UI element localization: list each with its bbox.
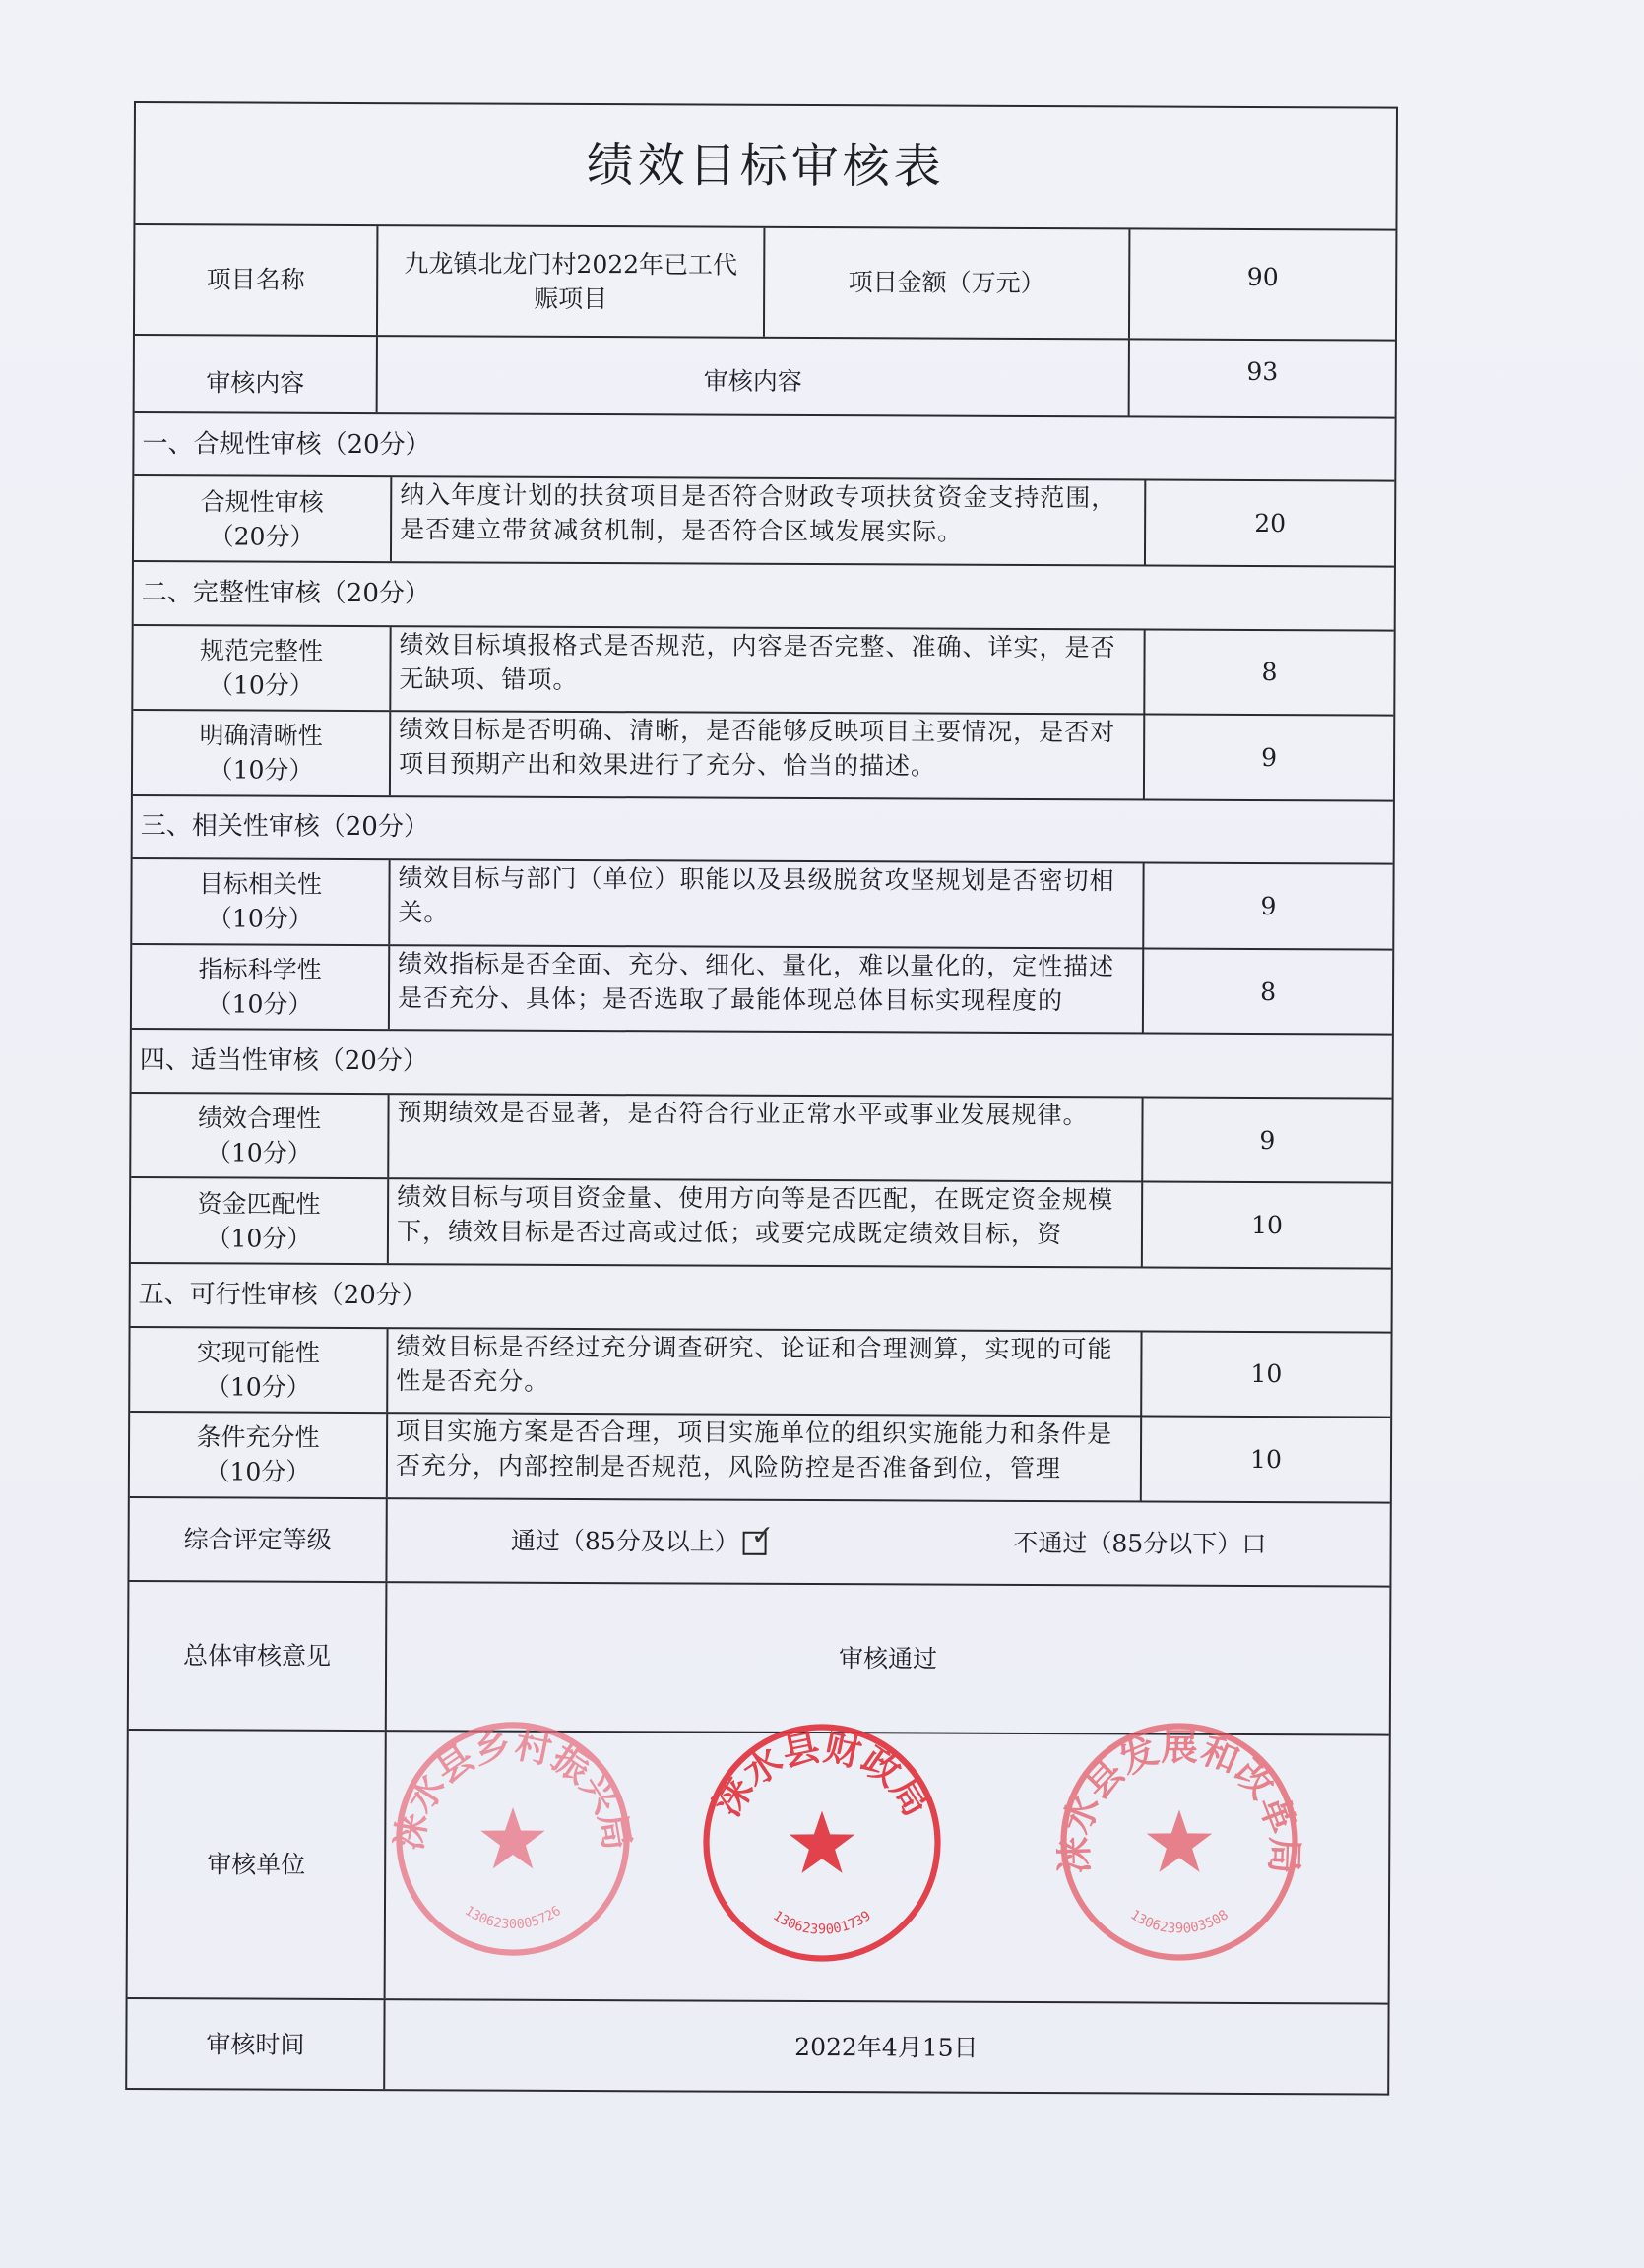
- seal-finance-bureau: [699, 1720, 945, 1966]
- criterion-points: （10分）: [207, 904, 313, 934]
- seal-star-icon: [1147, 1810, 1213, 1872]
- seal-graphic: [1056, 1719, 1302, 1965]
- criterion-description: 绩效目标与项目资金量、使用方向等是否匹配，在既定资金规模下，绩效目标是否过高或过低；或要完成既定绩效目标，资: [389, 1180, 1143, 1267]
- criterion-score: 9: [1259, 1125, 1276, 1155]
- section-heading: 三、相关性审核（20分）: [140, 811, 429, 843]
- criterion-name-cell: [132, 945, 390, 1030]
- page-title: 绩效目标审核表: [586, 137, 945, 195]
- criterion-score: 10: [1250, 1359, 1283, 1389]
- opinion-label: 总体审核意见: [129, 1582, 388, 1730]
- pass-checkbox[interactable]: [743, 1519, 775, 1555]
- criterion-row: [130, 1328, 1390, 1418]
- criterion-description: 绩效目标是否明确、清晰，是否能够反映项目主要情况，是否对项目预期产出和效果进行了充分、恰当的描述。: [391, 712, 1145, 798]
- criterion-description: 项目实施方案是否合理，项目实施单位的组织实施能力和条件是否充分，内部控制是否规范，风险防控是否准备到位，管理: [388, 1414, 1142, 1500]
- criterion-name: 指标科学性: [198, 955, 322, 984]
- pass-option-label: 通过（85分及以上）: [510, 1526, 739, 1556]
- seal-code: 1306239001739: [770, 1908, 874, 1938]
- criterion-description: 预期绩效是否显著，是否符合行业正常水平或事业发展规律。: [389, 1095, 1143, 1181]
- seal-graphic: [392, 1718, 634, 1960]
- criterion-points: （10分）: [207, 989, 313, 1019]
- criterion-name-cell: [134, 476, 392, 561]
- seal-star-icon: [790, 1811, 855, 1873]
- criterion-score: 20: [1254, 509, 1287, 538]
- section-heading-row: [134, 562, 1394, 631]
- opinion-row: [129, 1582, 1390, 1736]
- rating-options: [387, 1499, 1389, 1586]
- criterion-points: （10分）: [208, 755, 314, 786]
- date-label: 审核时间: [127, 1999, 385, 2089]
- criterion-name: 实现可能性: [196, 1338, 321, 1367]
- rating-label: 综合评定等级: [129, 1498, 387, 1582]
- review-content-label: 审核内容: [378, 337, 1130, 416]
- date-value: 2022年4月15日: [794, 2032, 979, 2062]
- criterion-name: 规范完整性: [199, 636, 324, 665]
- criterion-points: （10分）: [206, 1138, 312, 1167]
- seal-graphic: [699, 1720, 945, 1966]
- criterion-name: 合规性审核: [200, 486, 324, 517]
- unit-label: 审核单位: [128, 1731, 387, 1998]
- criterion-name: 明确清晰性: [199, 721, 323, 751]
- seal-text: 涞水县发展和改革局: [1056, 1725, 1302, 1875]
- criterion-description: 绩效目标填报格式是否规范，内容是否完整、准确、详实，是否无缺项、错项。: [391, 627, 1145, 714]
- criterion-score: 9: [1260, 891, 1277, 921]
- criterion-score: 8: [1260, 976, 1277, 1006]
- criterion-name-cell: [131, 1178, 389, 1263]
- criterion-points: （20分）: [209, 522, 315, 551]
- section-heading-row: [133, 796, 1393, 865]
- seal-text: 涞水县财政局: [705, 1725, 939, 1824]
- opinion-value: 审核通过: [839, 1644, 938, 1673]
- criterion-name-cell: [132, 859, 390, 944]
- criterion-points: （10分）: [206, 1224, 312, 1253]
- criterion-name: 资金匹配性: [197, 1188, 321, 1219]
- section-heading: 五、可行性审核（20分）: [138, 1279, 427, 1311]
- criterion-name: 绩效合理性: [197, 1103, 322, 1133]
- criterion-row: [131, 1178, 1391, 1269]
- project-row: [135, 225, 1395, 341]
- criterion-score: 8: [1261, 658, 1278, 687]
- criterion-description: 绩效指标是否全面、充分、细化、量化，难以量化的，定性描述是否充分、具体；是否选取了最能体现总体目标实现程度的: [390, 946, 1144, 1033]
- criterion-row: [130, 1413, 1390, 1503]
- criterion-row: [133, 626, 1393, 717]
- section-heading: 二、完整性审核（20分）: [141, 577, 430, 609]
- seal-star-icon: [480, 1807, 544, 1868]
- section-heading-row: [134, 413, 1394, 482]
- criterion-name-cell: [130, 1328, 388, 1413]
- seal-code: 1306230005726: [462, 1903, 564, 1933]
- criterion-score: 10: [1250, 1444, 1282, 1474]
- project-amount-label: 项目金额（万元）: [765, 228, 1130, 338]
- criterion-description: 绩效目标与部门（单位）职能以及县级脱贫攻坚规划是否密切相关。: [390, 860, 1144, 947]
- fail-option-label: 不通过（85分以下）: [1013, 1528, 1242, 1558]
- fail-option[interactable]: [1013, 1526, 1266, 1561]
- criterion-name-cell: [131, 1094, 389, 1178]
- criterion-row: [132, 945, 1392, 1036]
- section-heading: 一、合规性审核（20分）: [142, 428, 431, 460]
- project-name-label: 项目名称: [135, 225, 378, 335]
- criterion-description: 纳入年度计划的扶贫项目是否符合财政专项扶贫资金支持范围，是否建立带贫减贫机制，是否符合区域发展实际。: [392, 478, 1146, 565]
- pass-option[interactable]: [510, 1519, 775, 1559]
- criterion-row: [131, 1094, 1391, 1184]
- seal-text: 涞水县乡村振兴局: [392, 1723, 634, 1854]
- criterion-name: 目标相关性: [198, 869, 323, 900]
- title-row: [135, 103, 1396, 231]
- criterion-row: [132, 859, 1392, 950]
- date-row: [127, 1999, 1387, 2093]
- review-total-score: 93: [1246, 356, 1279, 386]
- check-mark-icon: ✓: [750, 1519, 775, 1552]
- section-heading-row: [131, 1264, 1391, 1333]
- criterion-description: 绩效目标是否经过充分调查研究、论证和合理测算，实现的可能性是否充分。: [388, 1329, 1142, 1416]
- fail-checkbox[interactable]: 口: [1241, 1529, 1267, 1558]
- criterion-name-cell: [133, 711, 391, 795]
- criterion-name-cell: [130, 1413, 388, 1497]
- section-heading: 四、适当性审核（20分）: [139, 1045, 428, 1077]
- criterion-row: [134, 476, 1394, 567]
- criterion-score: 10: [1251, 1211, 1283, 1240]
- review-label: 审核内容: [135, 336, 378, 412]
- criterion-points: （10分）: [205, 1457, 311, 1487]
- section-heading-row: [132, 1030, 1392, 1099]
- criterion-row: [133, 711, 1393, 801]
- criterion-points: （10分）: [208, 670, 314, 700]
- seal-development-reform: [1056, 1719, 1302, 1965]
- project-amount-value: 90: [1246, 262, 1279, 292]
- criterion-name: 条件充分性: [196, 1422, 320, 1453]
- criterion-score: 9: [1261, 742, 1278, 772]
- seal-rural-revitalization: [392, 1718, 634, 1960]
- criterion-points: （10分）: [205, 1372, 311, 1402]
- review-row: [135, 336, 1395, 419]
- criterion-name-cell: [133, 626, 391, 711]
- seal-code: 1306239003508: [1127, 1907, 1232, 1937]
- project-name-value: 九龙镇北龙门村2022年已工代赈项目: [378, 226, 765, 336]
- rating-row: [129, 1498, 1389, 1588]
